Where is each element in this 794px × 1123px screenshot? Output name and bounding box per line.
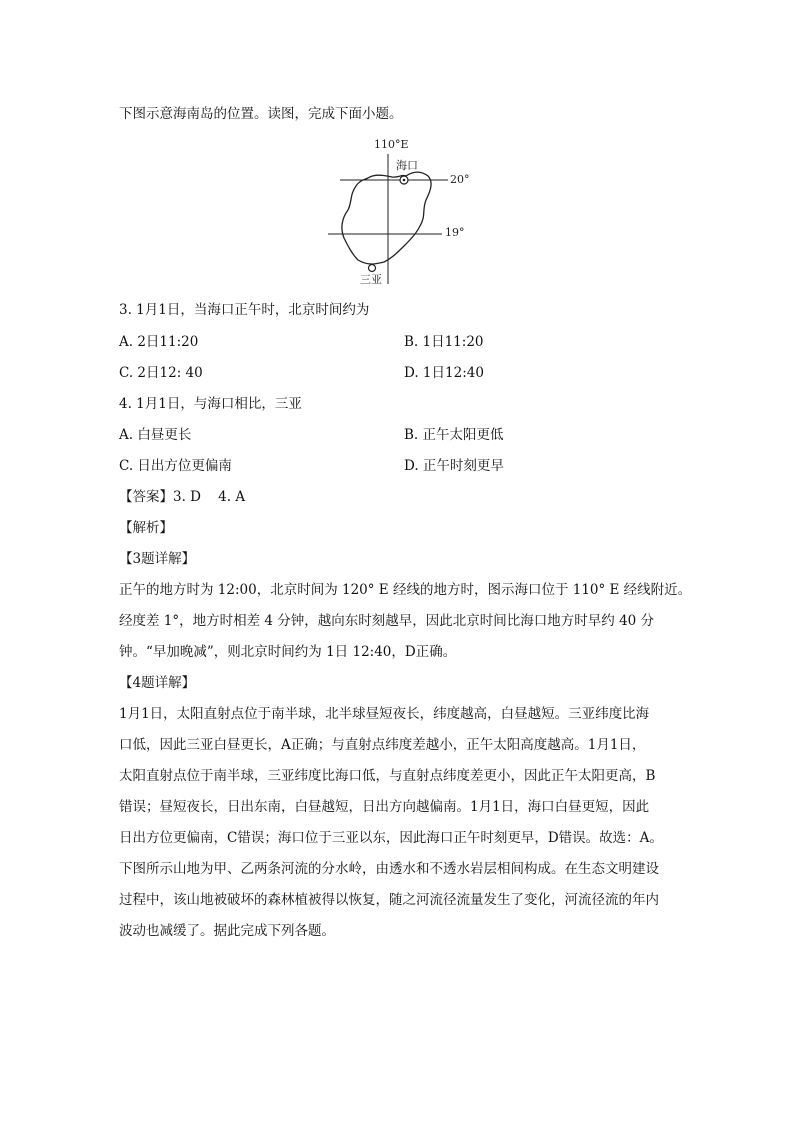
latitude-19-label: 19° <box>445 226 465 239</box>
q4-option-b: B. 正午太阳更低 <box>404 427 504 443</box>
q3-detail-header: 【3题详解】 <box>119 551 196 567</box>
q3-detail-line-3: 钟。“早加晚减”，则北京时间约为 1日 12:40，D正确。 <box>119 644 457 660</box>
q3-detail-line-2: 经度差 1°，地方时相差 4 分钟，越向东时刻越早，因此北京时间比海口地方时早约 40 分 <box>119 613 655 629</box>
intro-text: 下图示意海南岛的位置。读图，完成下面小题。 <box>119 106 403 122</box>
haikou-label: 海口 <box>396 159 418 172</box>
q3-option-c: C. 2日12: 40 <box>119 365 203 381</box>
hainan-island-outline <box>342 172 431 264</box>
q4-detail-line-5: 日出方位更偏南，C错误；海口位于三亚以东，因此海口正午时刻更早，D错误。故选：A。 <box>119 830 663 846</box>
sanya-marker <box>369 265 376 272</box>
q4-stem: 4. 1月1日，与海口相比，三亚 <box>119 396 302 412</box>
q4-option-a: A. 白昼更长 <box>119 427 192 443</box>
analysis-header: 【解析】 <box>119 520 173 536</box>
hainan-map-figure <box>318 134 478 286</box>
q4-option-d: D. 正午时刻更早 <box>404 458 504 474</box>
q4-option-c: C. 日出方位更偏南 <box>119 458 232 474</box>
longitude-label: 110°E <box>374 138 409 151</box>
q4-detail-line-2: 口低，因此三亚白昼更长，A正确；与直射点纬度差越小，正午太阳高度越高。1月1日， <box>119 737 646 753</box>
sanya-label: 三亚 <box>360 273 382 286</box>
q3-stem: 3. 1月1日，当海口正午时，北京时间约为 <box>119 302 370 318</box>
q3-option-b: B. 1日11:20 <box>404 334 484 350</box>
hainan-island-map <box>318 134 478 286</box>
answer-line: 【答案】3. D 4. A <box>119 489 246 505</box>
q3-detail-line-1: 正午的地方时为 12:00，北京时间为 120° E 经线的地方时，图示海口位于 110° E 经线附近。 <box>119 582 692 598</box>
next-intro-line-3: 波动也减缓了。据此完成下列各题。 <box>119 923 335 939</box>
q4-detail-line-4: 错误；昼短夜长，日出东南，白昼越短，日出方向越偏南。1月1日，海口白昼更短，因此 <box>119 799 650 815</box>
q3-option-a: A. 2日11:20 <box>119 334 199 350</box>
next-intro-line-2: 过程中，该山地被破坏的森林植被得以恢复，随之河流径流量发生了变化，河流径流的年内 <box>119 892 659 908</box>
latitude-20-label: 20° <box>450 173 470 186</box>
q4-detail-header: 【4题详解】 <box>119 675 196 691</box>
q4-detail-line-1: 1月1日，太阳直射点位于南半球，北半球昼短夜长，纬度越高，白昼越短。三亚纬度比海 <box>119 706 650 722</box>
next-intro-line-1: 下图所示山地为甲、乙两条河流的分水岭，由透水和不透水岩层相间构成。在生态文明建设 <box>119 861 659 877</box>
haikou-marker-dot <box>403 179 406 182</box>
q4-detail-line-3: 太阳直射点位于南半球，三亚纬度比海口低，与直射点纬度差更小，因此正午太阳更高，B <box>119 768 656 784</box>
q3-option-d: D. 1日12:40 <box>404 365 484 381</box>
